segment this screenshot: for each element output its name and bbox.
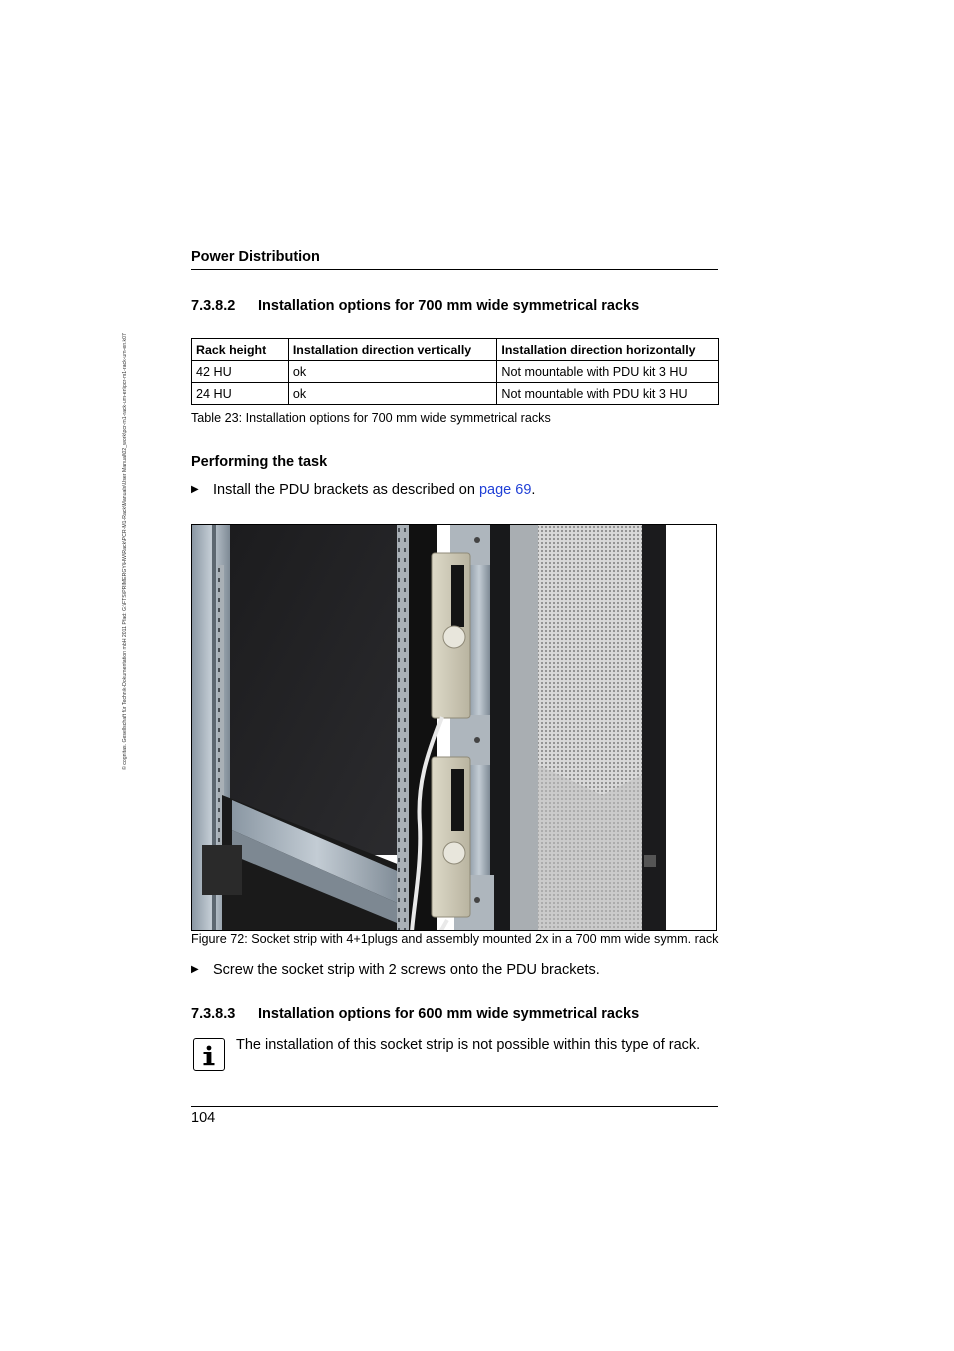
- table-cell: ok: [288, 361, 497, 383]
- section-number: 7.3.8.2: [191, 298, 236, 314]
- table-caption: Table 23: Installation options for 700 mm wide symmetrical racks: [191, 411, 551, 425]
- task-heading: Performing the task: [191, 454, 328, 470]
- table-cell: 24 HU: [192, 383, 289, 405]
- info-icon: [193, 1038, 225, 1071]
- table-cell: ok: [288, 383, 497, 405]
- header-rule: [191, 269, 718, 270]
- section-number: 7.3.8.3: [191, 1006, 236, 1022]
- table-cell: Not mountable with PDU kit 3 HU: [497, 383, 719, 405]
- step-text: Install the PDU brackets as described on: [213, 482, 479, 498]
- footer-rule: [191, 1106, 718, 1107]
- figure-caption: Figure 72: Socket strip with 4+1plugs and assembly mounted 2x in a 700 mm wide symm. rack: [191, 932, 719, 946]
- header-horizontal: Installation direction horizontally: [497, 339, 719, 361]
- installation-options-table: [191, 338, 719, 405]
- step-punct: .: [531, 482, 536, 498]
- section-title: Installation options for 700 mm wide symmetrical racks: [258, 298, 640, 314]
- section-heading-7382: [191, 298, 639, 314]
- table-header-row: [192, 339, 719, 361]
- bullet-arrow-icon: ▶: [191, 964, 199, 975]
- step-screw-strip: [191, 962, 600, 978]
- running-header: Power Distribution: [191, 249, 320, 265]
- section-heading-7383: [191, 1006, 639, 1022]
- side-note: © cognitas. Gesellschaft für Technik-Dokumentation mbH 2011 Pfad: G:\FTS\PRIMERGY\HW\Rack\PCR-M1-Rack\Manuals\User Manual\02_work\pcr-m1-rack-um-en\pcr-m1-rack-um-en.k07: [122, 333, 128, 770]
- step-install-brackets: [191, 482, 535, 498]
- header-vertical: Installation direction vertically: [288, 339, 497, 361]
- page-number: 104: [191, 1110, 216, 1126]
- rack-illustration: [192, 525, 717, 931]
- table-cell: 42 HU: [192, 361, 289, 383]
- table-row: [192, 361, 719, 383]
- table-row: [192, 383, 719, 405]
- table-cell: Not mountable with PDU kit 3 HU: [497, 361, 719, 383]
- step-text: Screw the socket strip with 2 screws onto the PDU brackets.: [213, 962, 600, 978]
- header-rack-height: Rack height: [192, 339, 289, 361]
- info-note: The installation of this socket strip is not possible within this type of rack.: [236, 1037, 701, 1053]
- rack-photo: [191, 524, 717, 931]
- bullet-arrow-icon: ▶: [191, 484, 199, 495]
- page-link[interactable]: page 69: [478, 482, 532, 498]
- section-title: Installation options for 600 mm wide symmetrical racks: [258, 1006, 640, 1022]
